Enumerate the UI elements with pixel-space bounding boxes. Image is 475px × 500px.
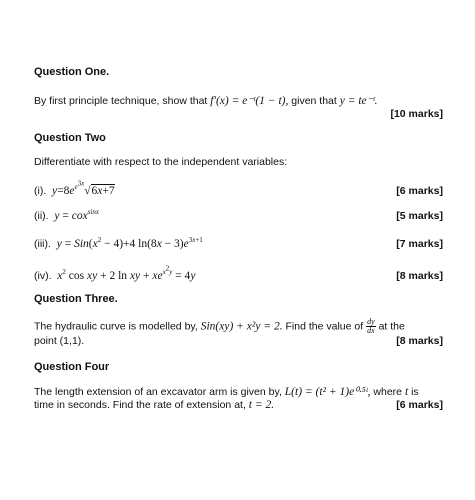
q1-marks: [10 marks] (390, 108, 443, 120)
q2-item-1-marks: [6 marks] (396, 185, 443, 198)
q2-item-4-formula: $x^2$ cos xy + 2 ln xy + $xe^{x^2y} = 4y$ (57, 265, 196, 283)
q2-item-1 (34, 180, 443, 197)
q2-item-3 (34, 236, 443, 250)
q4-time-formula: t = 2. (248, 399, 275, 411)
q4-heading: Question Four (34, 361, 110, 373)
q2-item-2 (34, 208, 443, 222)
q4-text-a: The length extension of an excavator arm is given by, (34, 386, 282, 398)
q3-dydx-fraction: $\frac{dy}{dx}$ (367, 317, 375, 335)
q2-item-4-marks: [8 marks] (396, 270, 443, 283)
q3-text-c: at the (378, 320, 405, 333)
q3-point: point (1,1). (34, 335, 85, 347)
q2-item-3-expr (34, 236, 203, 250)
q2-item-2-num: (ii). (34, 209, 49, 222)
q4-text-d: time in seconds. Find the rate of extension at, (34, 399, 246, 411)
q1-text: By first principle technique, show that (34, 95, 208, 107)
q2-item-4 (34, 265, 443, 282)
q2-item-1-num: (i). (34, 185, 47, 198)
q2-item-2-formula: y = cox$^{sinx}$ (54, 208, 99, 222)
q4-line-2 (34, 399, 443, 411)
q3-heading: Question Three. (34, 293, 118, 305)
q4-text-c: is (411, 386, 419, 398)
q1-given: given that (291, 95, 337, 107)
q3-text-a: The hydraulic curve is modelled by, (34, 320, 198, 333)
q1-formula: f′(x) = e⁻ᵗ(1 − t), (210, 95, 289, 107)
q1-given-formula: y = te⁻ᵗ. (339, 95, 378, 107)
q2-item-1-formula: $y=8e^{e^{3x}}√6x+7$ (52, 180, 115, 198)
q2-item-2-marks: [5 marks] (396, 209, 443, 222)
q3-text-b: Find the value of (285, 320, 364, 333)
q4-line-2-text (34, 399, 274, 411)
q4-variable-t: t (404, 386, 409, 398)
q3-formula: Sin(xy) + x²y = 2. (200, 320, 283, 333)
q2-item-2-expr (34, 208, 99, 222)
q2-item-3-num: (iii). (34, 237, 51, 250)
q1-heading: Question One. (34, 66, 110, 78)
q4-marks: [6 marks] (396, 399, 443, 411)
q4-text-b: where (373, 386, 403, 398)
q4-line-1 (34, 384, 443, 398)
q2-item-3-marks: [7 marks] (396, 237, 443, 250)
q3-line-2 (34, 335, 443, 347)
q2-item-1-expr (34, 180, 115, 197)
q2-item-4-expr (34, 265, 195, 282)
q3-line-1 (34, 318, 443, 335)
q1-marks-row (34, 108, 443, 120)
q1-body (34, 93, 443, 107)
q2-item-4-num: (iv). (34, 270, 52, 283)
q2-item-3-formula: $y = Sin(x^2 - 4)+4$ $\ln(8x - 3)e^{3x+1}$ (56, 236, 203, 250)
q2-heading: Question Two (34, 132, 106, 144)
q4-formula: L(t) = (t² + 1)e⁰·⁵ᵗ, (284, 386, 371, 398)
q3-marks: [8 marks] (396, 335, 443, 347)
q2-intro: Differentiate with respect to the independent variables: (34, 156, 288, 168)
